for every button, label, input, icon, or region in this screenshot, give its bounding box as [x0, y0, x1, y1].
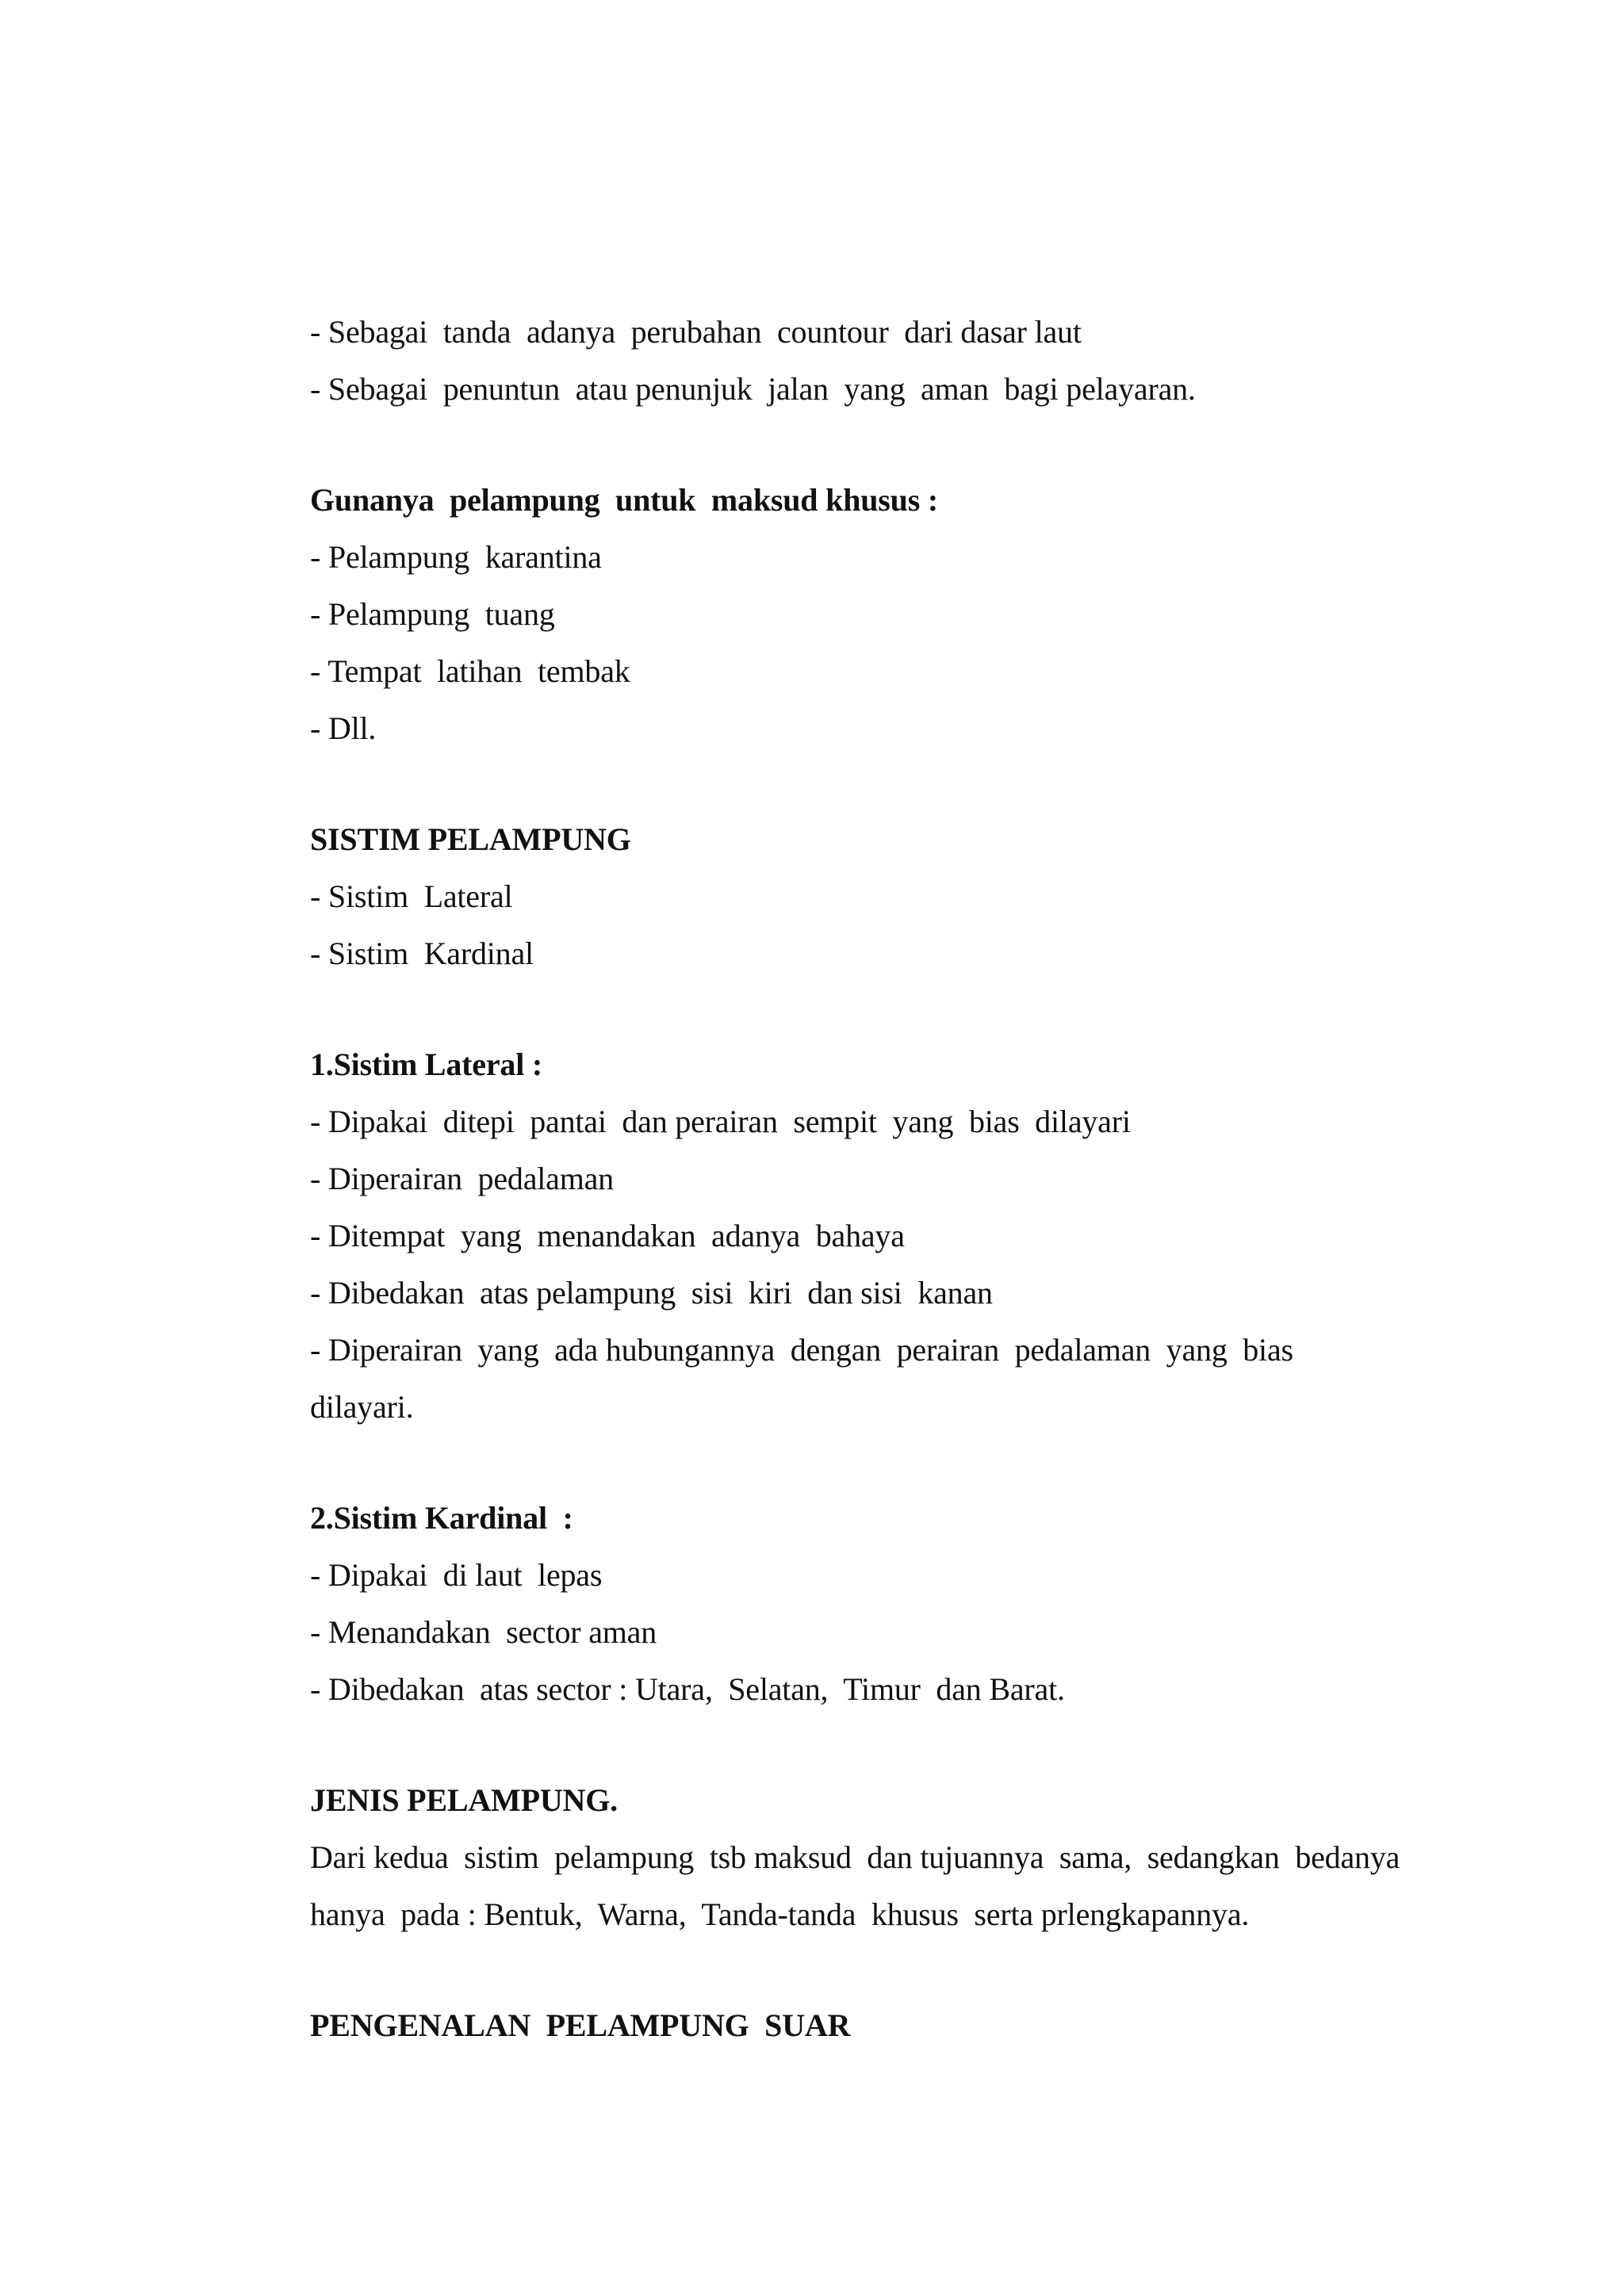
list-item: - Dibedakan atas pelampung sisi kiri dan sisi kanan	[310, 1275, 993, 1311]
spacer	[310, 1718, 1388, 1772]
list-item: - Pelampung karantina	[310, 539, 602, 575]
list-item: - Sistim Lateral	[310, 878, 513, 914]
list-item: - Diperairan pedalaman	[310, 1161, 614, 1196]
section-heading: JENIS PELAMPUNG.	[310, 1782, 618, 1818]
document-body	[310, 304, 1400, 2054]
section-heading: 2.Sistim Kardinal :	[310, 1500, 573, 1536]
spacer	[310, 1436, 1388, 1490]
list-item: - Diperairan yang ada hubungannya dengan perairan pedalaman yang bias	[310, 1332, 1293, 1368]
list-item: - Dibedakan atas sector : Utara, Selatan, Timur dan Barat.	[310, 1671, 1065, 1707]
list-item: - Ditempat yang menandakan adanya bahaya	[310, 1218, 905, 1253]
list-item: - Dipakai ditepi pantai dan perairan sempit yang bias dilayari	[310, 1104, 1131, 1139]
jenis-section	[310, 1772, 1400, 1943]
kardinal-section	[310, 1490, 1388, 1718]
list-item: - Menandakan sector aman	[310, 1614, 657, 1650]
section-heading: PENGENALAN PELAMPUNG SUAR	[310, 2007, 851, 2043]
section-heading: 1.Sistim Lateral :	[310, 1047, 543, 1082]
sistim-section	[310, 811, 1388, 982]
lateral-section	[310, 1036, 1388, 1436]
list-item: - Pelampung tuang	[310, 596, 555, 632]
list-item-continuation: dilayari.	[310, 1389, 414, 1425]
intro-section	[310, 304, 1388, 418]
spacer	[310, 418, 1388, 472]
section-heading: SISTIM PELAMPUNG	[310, 821, 631, 857]
paragraph-line: Dari kedua sistim pelampung tsb maksud dan tujuannya sama, sedangkan bedanya	[310, 1839, 1400, 1875]
list-item: - Dll.	[310, 710, 377, 746]
pengenalan-section	[310, 1997, 1388, 2054]
section-heading: Gunanya pelampung untuk maksud khusus :	[310, 482, 938, 518]
spacer	[310, 982, 1388, 1036]
spacer	[310, 1943, 1388, 1997]
list-item: - Sebagai penuntun atau penunjuk jalan yang aman bagi pelayaran.	[310, 371, 1196, 407]
list-item: - Sistim Kardinal	[310, 936, 534, 971]
list-item: - Sebagai tanda adanya perubahan countour dari dasar laut	[310, 314, 1082, 350]
paragraph-line: hanya pada : Bentuk, Warna, Tanda-tanda khusus serta prlengkapannya.	[310, 1896, 1250, 1932]
list-item: - Tempat latihan tembak	[310, 653, 630, 689]
spacer	[310, 757, 1388, 811]
list-item: - Dipakai di laut lepas	[310, 1557, 603, 1593]
khusus-section	[310, 472, 1388, 757]
